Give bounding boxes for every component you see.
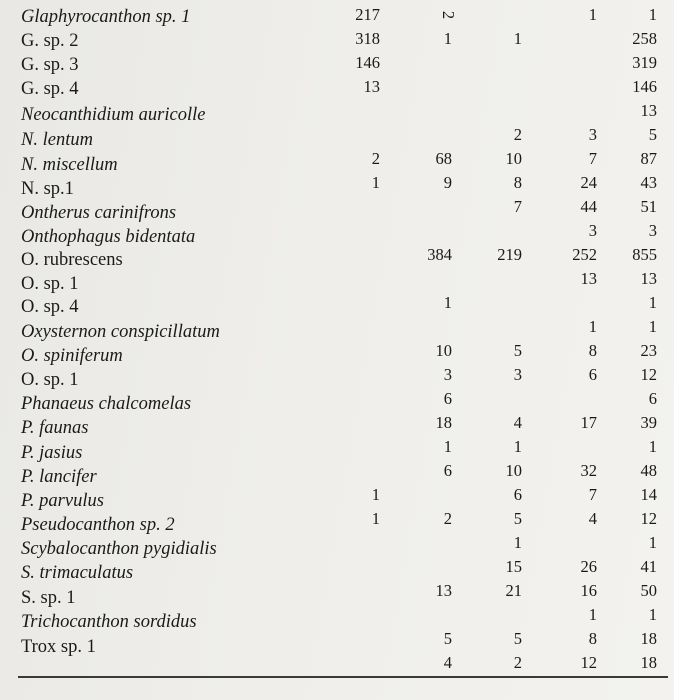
count-c1 [320,219,380,243]
count-c1 [320,315,380,339]
count-c3: 2 [513,653,522,672]
count-c2 [400,123,452,147]
count-c4: 16 [580,581,597,600]
count-c3: 8 [513,173,522,192]
count-c4 [545,531,597,555]
count-c3: 10 [505,461,522,480]
count-c1 [320,195,380,219]
rotated-value: 2 [438,10,458,20]
count-c4: 4 [588,509,597,528]
species-name: N. sp.1 [21,179,74,199]
count-c3: 7 [513,197,522,216]
count-c1: 2 [371,149,380,168]
count-c5: 13 [640,269,657,288]
count-c1 [320,555,380,579]
count-c2: 68 [435,149,452,168]
count-c5: 41 [640,557,657,576]
count-c4: 8 [588,629,597,648]
species-name: Trox sp. 1 [21,637,96,657]
count-c3: 3 [513,365,522,384]
species-name: Pseudocanthon sp. 2 [21,515,175,535]
count-c1 [320,411,380,435]
count-c4: 1 [588,5,597,24]
species-name: Scybalocanthon pygidialis [21,539,217,559]
count-c1: 146 [355,53,380,72]
count-c3 [470,291,522,315]
count-c2 [400,219,452,243]
species-name: S. sp. 1 [21,588,76,608]
count-c2 [400,531,452,555]
count-c5: 258 [632,29,657,48]
count-c1: 1 [371,173,380,192]
count-c3: 219 [497,245,522,264]
count-c2: 1 [443,293,452,312]
count-c3: 6 [513,485,522,504]
count-c5: 39 [640,413,657,432]
species-name: G. sp. 2 [21,31,79,51]
count-c1 [320,267,380,291]
species-name: O. spiniferum [21,346,123,366]
count-c3 [470,603,522,627]
count-c4 [545,387,597,411]
count-c1 [320,363,380,387]
count-c3: 5 [513,629,522,648]
count-c3 [470,51,522,75]
count-c1: 318 [355,29,380,48]
count-c1 [320,531,380,555]
species-name: S. trimaculatus [21,563,134,583]
count-c1 [320,627,380,651]
count-c2: 1 [443,437,452,456]
count-c2: 9 [443,173,452,192]
count-c5: 319 [632,53,657,72]
species-name: Oxysternon conspicillatum [21,322,220,342]
count-c5: 1 [648,437,657,456]
count-c2: 5 [443,629,452,648]
count-c5: 87 [640,149,657,168]
count-c1: 217 [355,5,380,24]
species-name: O. sp. 4 [21,297,79,317]
species-name: P. parvulus [21,491,104,511]
table-bottom-rule [18,676,668,678]
count-c3: 15 [505,557,522,576]
count-c2: 384 [427,245,452,264]
count-c3: 4 [513,413,522,432]
count-c3: 1 [513,29,522,48]
count-c1 [320,123,380,147]
count-c4 [545,99,597,123]
count-c1: 13 [363,77,380,96]
count-c2: 6 [443,461,452,480]
count-c4: 17 [580,413,597,432]
count-c2 [400,555,452,579]
count-c2 [400,603,452,627]
count-c4: 3 [588,221,597,240]
count-c2 [400,267,452,291]
count-c2: 4 [443,653,452,672]
count-c4: 44 [580,197,597,216]
count-c1 [320,603,380,627]
count-c2: 10 [435,341,452,360]
species-name: P. faunas [21,418,89,438]
count-c4: 1 [588,317,597,336]
species-name: G. sp. 4 [21,79,79,99]
count-c3 [470,219,522,243]
count-c4 [545,75,597,99]
count-c5: 146 [632,77,657,96]
count-c4: 252 [572,245,597,264]
species-name: Onthophagus bidentata [21,227,196,247]
count-c3 [470,387,522,411]
count-c5: 1 [648,5,657,24]
count-c1 [320,459,380,483]
count-c5: 43 [640,173,657,192]
species-name: N. miscellum [21,155,118,175]
count-c5: 23 [640,341,657,360]
count-c1 [320,435,380,459]
count-c1 [320,387,380,411]
count-c5: 3 [648,221,657,240]
count-c2: 3 [443,365,452,384]
count-c3 [470,315,522,339]
species-name: O. rubrescens [21,250,123,270]
count-c1: 1 [371,509,380,528]
count-c1: 1 [371,485,380,504]
count-c4: 7 [588,149,597,168]
count-c4: 26 [580,557,597,576]
count-c5: 1 [648,293,657,312]
count-c4: 13 [580,269,597,288]
count-c4: 1 [588,605,597,624]
count-c4: 7 [588,485,597,504]
count-c5: 5 [648,125,657,144]
count-c4: 3 [588,125,597,144]
count-c5: 1 [648,605,657,624]
count-c3: 1 [513,437,522,456]
count-c1 [320,291,380,315]
count-c5: 1 [648,533,657,552]
count-c3: 21 [505,581,522,600]
count-c2 [400,315,452,339]
count-c2: 6 [443,389,452,408]
count-c2: 2 [443,509,452,528]
species-name: P. jasius [21,443,83,463]
count-c5: 50 [640,581,657,600]
count-c2 [400,51,452,75]
count-c4 [545,51,597,75]
count-c2 [400,483,452,507]
count-c5: 14 [640,485,657,504]
count-c2 [400,99,452,123]
count-c5: 18 [640,653,657,672]
count-c1 [320,579,380,603]
count-c1 [320,339,380,363]
count-c4: 12 [580,653,597,672]
count-c3: 10 [505,149,522,168]
count-c5: 48 [640,461,657,480]
count-c3: 2 [513,125,522,144]
count-c4: 6 [588,365,597,384]
count-c2 [400,195,452,219]
count-c5: 1 [648,317,657,336]
species-name: G. sp. 3 [21,55,79,75]
count-c5: 6 [648,389,657,408]
count-c4: 8 [588,341,597,360]
count-c5: 13 [640,101,657,120]
species-name: Ontherus carinifrons [21,203,177,223]
count-c3 [470,75,522,99]
count-c4: 24 [580,173,597,192]
species-name: O. sp. 1 [21,274,79,294]
count-c3 [470,99,522,123]
count-c5: 12 [640,509,657,528]
count-c3: 5 [513,509,522,528]
count-c1 [320,99,380,123]
species-name: O. sp. 1 [21,370,79,390]
count-c5: 855 [632,245,657,264]
count-c5: 12 [640,365,657,384]
count-c1 [320,651,380,675]
species-name: Glaphyrocanthon sp. 1 [21,7,191,27]
count-c3 [470,267,522,291]
count-c4 [545,435,597,459]
count-c4 [545,291,597,315]
count-c2: 1 [443,29,452,48]
count-c5: 51 [640,197,657,216]
count-c4 [545,27,597,51]
count-c3: 5 [513,341,522,360]
count-c1 [320,243,380,267]
species-name: Neocanthidium auricolle [21,105,206,125]
species-name: P. lancifer [21,467,97,487]
species-name: N. lentum [21,130,93,150]
species-name: Phanaeus chalcomelas [21,394,192,414]
count-c5: 18 [640,629,657,648]
count-c2: 13 [435,581,452,600]
species-name: Trichocanthon sordidus [21,612,197,632]
count-c2 [400,75,452,99]
count-c2: 18 [435,413,452,432]
count-c4: 32 [580,461,597,480]
count-c3: 1 [513,533,522,552]
